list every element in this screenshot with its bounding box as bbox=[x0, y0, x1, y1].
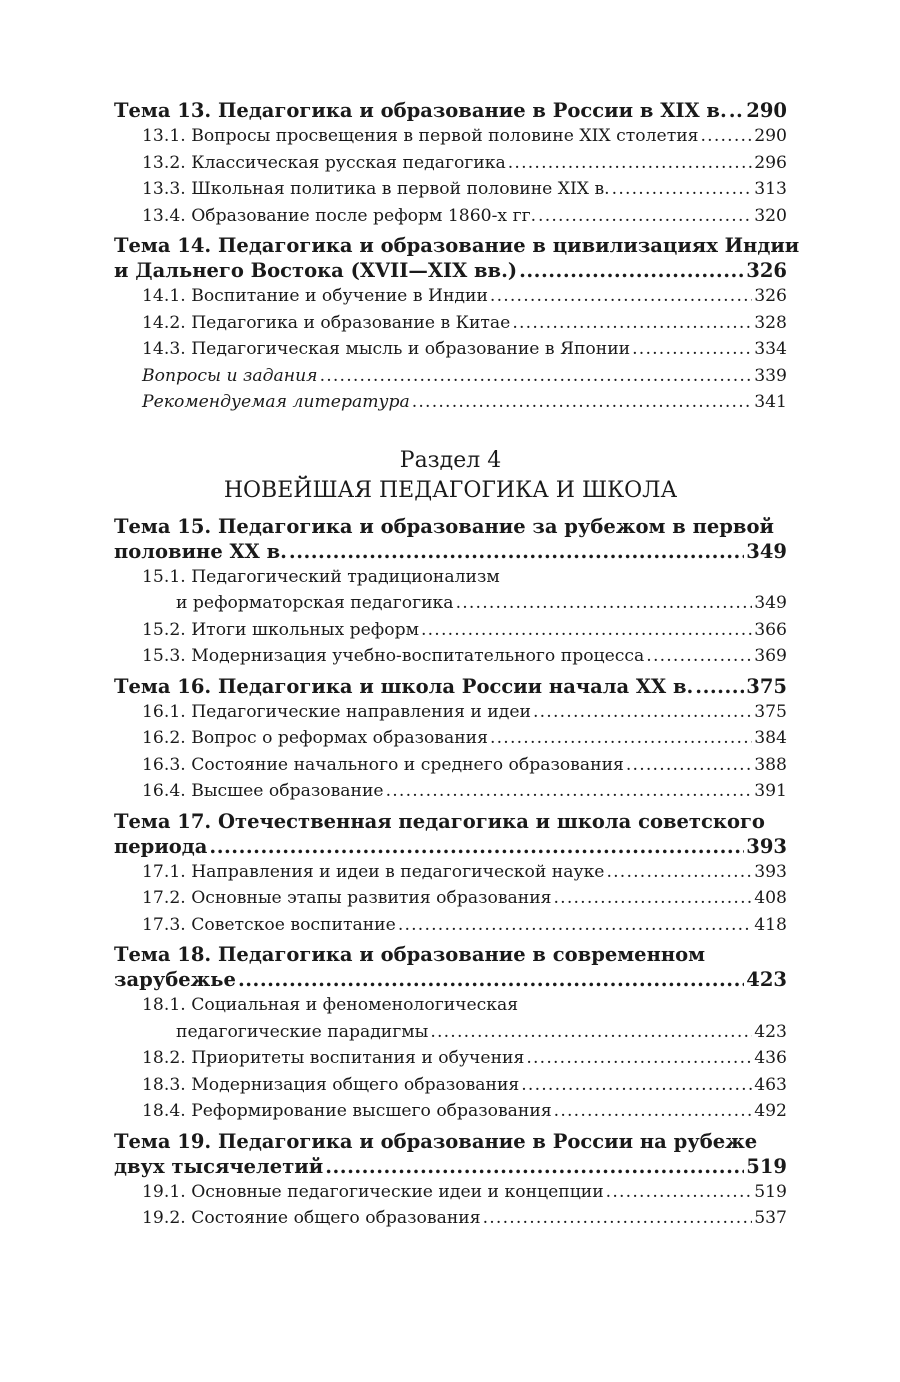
topic-heading-line bbox=[114, 258, 787, 283]
dot-leader bbox=[386, 778, 753, 805]
page-number: 384 bbox=[754, 728, 787, 748]
dot-leader bbox=[632, 336, 752, 363]
subtopic-title: 16.3. Состояние начального и среднего образования bbox=[142, 754, 624, 775]
page-number: 423 bbox=[746, 968, 787, 991]
page-number: 326 bbox=[746, 259, 787, 282]
topic-heading-line bbox=[114, 539, 787, 564]
subtopic-list bbox=[114, 564, 787, 670]
subtopic-entry bbox=[142, 617, 787, 644]
page-number: 388 bbox=[754, 754, 787, 775]
subtopic-title: 17.3. Советское воспитание bbox=[142, 914, 396, 935]
page-number: 349 bbox=[754, 593, 787, 613]
dot-leader bbox=[606, 1179, 753, 1206]
page-number: 369 bbox=[754, 646, 787, 666]
topic-heading-line: Тема 15. Педагогика и образование за рубежом в первой bbox=[114, 514, 774, 538]
subtopic-title-line bbox=[142, 123, 787, 150]
subtopic-title-line bbox=[142, 725, 787, 752]
subtopic-title: 14.2. Педагогика и образование в Китае bbox=[142, 312, 511, 333]
page-number: 375 bbox=[746, 674, 787, 698]
dot-leader bbox=[421, 617, 752, 644]
subtopic-title: 17.2. Основные этапы развития образования bbox=[142, 888, 552, 908]
subtopic-title-line bbox=[142, 283, 787, 310]
subtopic-title: 14.3. Педагогическая мысль и образование в Японии bbox=[142, 339, 631, 359]
page-number: 436 bbox=[754, 1048, 787, 1068]
subtopic-title-line bbox=[142, 643, 787, 670]
dot-leader bbox=[606, 859, 752, 886]
dot-leader bbox=[325, 1154, 744, 1179]
topic-heading bbox=[114, 674, 787, 699]
topic-heading-line bbox=[114, 674, 787, 699]
page-number: 375 bbox=[754, 701, 787, 722]
topic-heading-line: Тема 17. Отечественная педагогика и школа советского bbox=[114, 809, 765, 833]
page-number: 418 bbox=[754, 914, 787, 935]
subtopic-entry bbox=[142, 150, 787, 177]
subtopic-entry bbox=[142, 643, 787, 670]
dot-leader bbox=[695, 674, 744, 699]
topic-heading bbox=[114, 942, 787, 992]
subtopic-entry bbox=[142, 912, 787, 939]
subtopic-title: и реформаторская педагогика bbox=[176, 593, 454, 613]
subtopic-title-line bbox=[142, 310, 787, 337]
dot-leader bbox=[398, 912, 752, 939]
subtopic-entry bbox=[142, 1179, 787, 1206]
subtopic-title: 18.4. Реформирование высшего образования bbox=[142, 1101, 552, 1121]
dot-leader bbox=[519, 258, 744, 283]
subtopic-title: 13.2. Классическая русская педагогика bbox=[142, 152, 506, 173]
subtopic-title: 17.1. Направления и идеи в педагогической науке bbox=[142, 861, 605, 882]
toc-topic bbox=[114, 674, 787, 805]
topic-heading bbox=[114, 98, 787, 123]
dot-leader bbox=[533, 699, 752, 726]
subtopic-title-line: 15.1. Педагогический традиционализм bbox=[142, 566, 500, 587]
toc-topic bbox=[114, 942, 787, 1125]
topic-heading-line: Тема 14. Педагогика и образование в цивилизациях Индии bbox=[114, 234, 800, 257]
subtopic-entry bbox=[142, 885, 787, 912]
section-number: Раздел 4 bbox=[399, 447, 502, 473]
topic-title: периода bbox=[114, 834, 208, 858]
page-number: 296 bbox=[754, 152, 787, 173]
topic-heading bbox=[114, 809, 787, 859]
toc-topic bbox=[114, 514, 787, 670]
subtopic-title-line bbox=[142, 203, 787, 230]
subtopic-title: 13.3. Школьная политика в первой половине XIX в. bbox=[142, 179, 610, 199]
subtopic-title-line bbox=[142, 590, 787, 617]
subtopic-title-line bbox=[142, 885, 787, 912]
subtopic-entry bbox=[142, 992, 787, 1045]
dot-leader bbox=[490, 725, 752, 752]
dot-leader bbox=[626, 752, 752, 779]
subtopic-title-line bbox=[142, 752, 787, 779]
subtopic-entry bbox=[142, 859, 787, 886]
topic-heading bbox=[114, 514, 787, 564]
subtopic-title-line bbox=[142, 1045, 787, 1072]
subtopic-list bbox=[114, 699, 787, 805]
subtopic-list bbox=[114, 1179, 787, 1232]
topic-heading-line bbox=[114, 98, 787, 123]
subtopic-title: 15.2. Итоги школьных реформ bbox=[142, 619, 419, 640]
page-number: 349 bbox=[746, 539, 787, 563]
page-number: 408 bbox=[754, 888, 787, 908]
dot-leader bbox=[456, 590, 753, 617]
dot-leader bbox=[729, 98, 745, 123]
subtopic-entry bbox=[142, 203, 787, 230]
subtopic-title: 16.2. Вопрос о реформах образования bbox=[142, 728, 488, 748]
subtopic-entry bbox=[142, 283, 787, 310]
subtopic-entry bbox=[142, 1045, 787, 1072]
subtopic-entry bbox=[142, 176, 787, 203]
subtopic-title-line bbox=[142, 1098, 787, 1125]
page-number: 393 bbox=[746, 834, 787, 858]
subtopic-title-line bbox=[142, 778, 787, 805]
dot-leader bbox=[289, 539, 744, 564]
subtopic-title-line bbox=[142, 1205, 787, 1232]
dot-leader bbox=[521, 1072, 752, 1099]
subtopic-title: Вопросы и задания bbox=[142, 365, 318, 386]
subtopic-entry bbox=[142, 778, 787, 805]
page-number: 537 bbox=[754, 1208, 787, 1228]
topic-title: Тема 16. Педагогика и школа России начала XX в. bbox=[114, 674, 694, 698]
page-number: 423 bbox=[754, 1021, 787, 1042]
topic-title: зарубежье bbox=[114, 968, 236, 991]
dot-leader bbox=[554, 885, 753, 912]
page-number: 313 bbox=[754, 179, 787, 199]
supplement-entry bbox=[142, 389, 787, 416]
table-of-contents bbox=[114, 98, 800, 1236]
subtopic-title-line bbox=[142, 912, 787, 939]
subtopic-title-line bbox=[142, 389, 787, 416]
subtopic-entry bbox=[142, 336, 787, 363]
page-number: 366 bbox=[754, 619, 787, 640]
page-number: 519 bbox=[754, 1181, 787, 1202]
supplement-entry bbox=[142, 363, 787, 390]
topic-title: и Дальнего Востока (XVII—XIX вв.) bbox=[114, 259, 518, 282]
page-number: 519 bbox=[746, 1154, 787, 1178]
page-number: 492 bbox=[754, 1101, 787, 1121]
subtopic-title-line bbox=[142, 150, 787, 177]
subtopic-title: 16.1. Педагогические направления и идеи bbox=[142, 701, 531, 722]
subtopic-entry bbox=[142, 1098, 787, 1125]
topic-heading bbox=[114, 233, 800, 283]
subtopic-entry bbox=[142, 699, 787, 726]
toc-topic bbox=[114, 809, 787, 939]
section-heading bbox=[114, 446, 787, 506]
topic-title: половине XX в. bbox=[114, 539, 287, 563]
subtopic-title: 14.1. Воспитание и обучение в Индии bbox=[142, 286, 488, 306]
topic-heading bbox=[114, 1129, 787, 1179]
page-number: 393 bbox=[754, 861, 787, 882]
subtopic-title: 13.4. Образование после реформ 1860-х гг. bbox=[142, 205, 537, 226]
dot-leader bbox=[238, 967, 744, 992]
page-number: 290 bbox=[746, 99, 787, 122]
toc-topic bbox=[114, 1129, 787, 1232]
subtopic-title: Рекомендуемая литература bbox=[142, 392, 410, 412]
subtopic-entry bbox=[142, 752, 787, 779]
subtopic-title-line bbox=[142, 859, 787, 886]
subtopic-title-line: 18.1. Социальная и феноменологическая bbox=[142, 995, 519, 1015]
dot-leader bbox=[526, 1045, 752, 1072]
dot-leader bbox=[209, 834, 744, 859]
topic-title: Тема 13. Педагогика и образование в России в XIX в. bbox=[114, 99, 727, 122]
page-number: 339 bbox=[754, 365, 787, 386]
subtopic-title: 13.1. Вопросы просвещения в первой половине XIX столетия bbox=[142, 126, 699, 146]
subtopic-title: 19.1. Основные педагогические идеи и концепции bbox=[142, 1181, 604, 1202]
dot-leader bbox=[701, 123, 753, 150]
page-number: 341 bbox=[754, 392, 787, 412]
subtopic-title-line bbox=[142, 617, 787, 644]
subtopic-list bbox=[114, 992, 787, 1125]
subtopic-entry bbox=[142, 310, 787, 337]
subtopic-title: 16.4. Высшее образование bbox=[142, 781, 384, 801]
dot-leader bbox=[483, 1205, 753, 1232]
subtopic-entry bbox=[142, 1205, 787, 1232]
page-number: 320 bbox=[754, 205, 787, 226]
page-number: 328 bbox=[754, 312, 787, 333]
subtopic-list bbox=[114, 859, 787, 939]
topic-heading-line bbox=[114, 967, 787, 992]
subtopic-title-line bbox=[142, 1072, 787, 1099]
dot-leader bbox=[430, 1019, 752, 1046]
subtopic-entry bbox=[142, 564, 787, 617]
topic-title: двух тысячелетий bbox=[114, 1154, 324, 1178]
subtopic-entry bbox=[142, 725, 787, 752]
subtopic-title: 18.3. Модернизация общего образования bbox=[142, 1074, 520, 1095]
dot-leader bbox=[512, 310, 752, 337]
page-number: 463 bbox=[754, 1074, 787, 1095]
subtopic-title: 19.2. Состояние общего образования bbox=[142, 1208, 481, 1228]
dot-leader bbox=[538, 203, 752, 230]
subtopic-title: педагогические парадигмы bbox=[176, 1021, 429, 1042]
subtopic-entry bbox=[142, 123, 787, 150]
toc-topic bbox=[114, 233, 800, 416]
topic-heading-line: Тема 18. Педагогика и образование в современном bbox=[114, 943, 706, 966]
subtopic-title-line bbox=[142, 1019, 787, 1046]
dot-leader bbox=[412, 389, 752, 416]
subtopic-list bbox=[114, 123, 787, 229]
dot-leader bbox=[508, 150, 752, 177]
toc-topic bbox=[114, 98, 787, 229]
page-number: 334 bbox=[754, 339, 787, 359]
subtopic-title-line bbox=[142, 336, 787, 363]
subtopic-entry bbox=[142, 1072, 787, 1099]
dot-leader bbox=[646, 643, 752, 670]
subtopic-title: 15.3. Модернизация учебно-воспитательного процесса bbox=[142, 646, 645, 666]
subtopic-title: 18.2. Приоритеты воспитания и обучения bbox=[142, 1048, 525, 1068]
page-number: 326 bbox=[754, 286, 787, 306]
dot-leader bbox=[320, 363, 753, 390]
topic-heading-line bbox=[114, 1154, 787, 1179]
subtopic-list bbox=[114, 283, 787, 416]
dot-leader bbox=[554, 1098, 753, 1125]
subtopic-title-line bbox=[142, 1179, 787, 1206]
subtopic-title-line bbox=[142, 176, 787, 203]
page-number: 290 bbox=[754, 126, 787, 146]
page-number: 391 bbox=[754, 781, 787, 801]
topic-heading-line: Тема 19. Педагогика и образование в России на рубеже bbox=[114, 1129, 758, 1153]
subtopic-title-line bbox=[142, 699, 787, 726]
dot-leader bbox=[612, 176, 753, 203]
topic-heading-line bbox=[114, 834, 787, 859]
subtopic-title-line bbox=[142, 363, 787, 390]
dot-leader bbox=[490, 283, 752, 310]
section-title: НОВЕЙШАЯ ПЕДАГОГИКА И ШКОЛА bbox=[223, 477, 678, 503]
